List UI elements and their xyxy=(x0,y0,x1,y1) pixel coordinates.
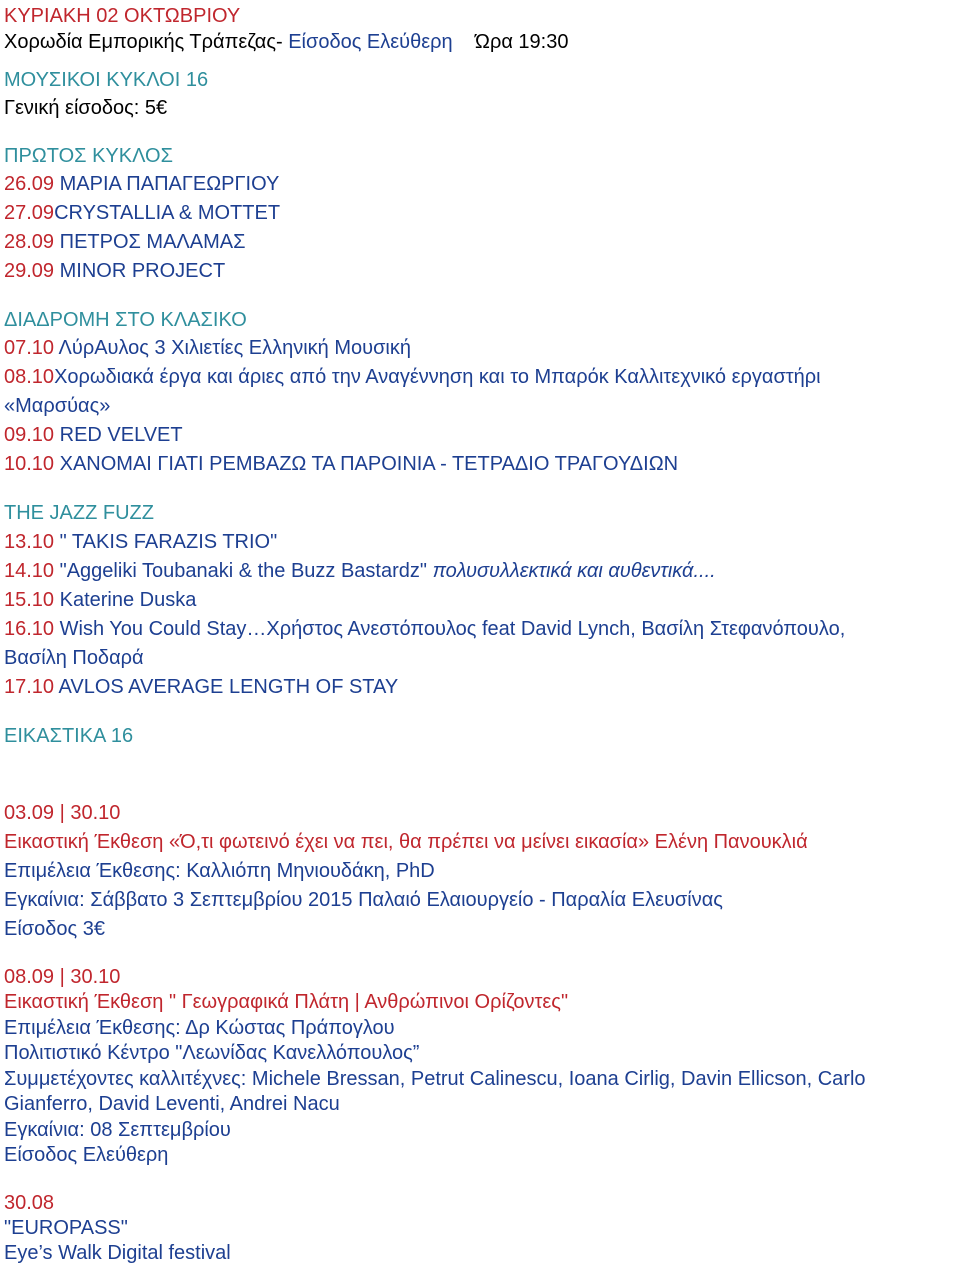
exhibition-line: Εγκαίνια: 08 Σεπτεμβρίου xyxy=(4,1119,231,1141)
classic-title: ΔΙΑΔΡΟΜΗ ΣΤΟ ΚΛΑΣΙΚΟ xyxy=(4,309,247,331)
item-date: 08.10 xyxy=(4,366,55,388)
music-title: ΜΟΥΣΙΚΟΙ ΚΥΚΛΟΙ 16 xyxy=(4,69,209,91)
exhibition-line: Gianferro, David Leventi, Andrei Nacu xyxy=(4,1093,340,1115)
item-text: Χορωδιακά έργα και άριες από την Αναγέννηση και το Μπαρόκ Καλλιτεχνικό εργαστήρι xyxy=(54,366,821,388)
item-italic: πολυσυλλεκτικά και αυθεντικά.... xyxy=(432,560,716,582)
list-item xyxy=(4,336,411,360)
list-item xyxy=(4,588,196,612)
item-text: Katerine Duska xyxy=(54,589,197,611)
item-date: 29.09 xyxy=(4,260,55,282)
item-date: 26.09 xyxy=(4,173,55,195)
choir-time: Ώρα 19:30 xyxy=(474,31,569,53)
item-text: MINOR PROJECT xyxy=(54,260,226,282)
list-item xyxy=(4,617,845,641)
item-text: "Aggeliki Toubanaki & the Buzz Bastardz" xyxy=(54,560,433,582)
music-general-entry: Γενική είσοδος: 5€ xyxy=(4,97,168,119)
list-item xyxy=(4,201,280,225)
jazz-title: THE JAZZ FUZZ xyxy=(4,502,154,524)
item-date: 14.10 xyxy=(4,560,55,582)
list-item xyxy=(4,172,279,196)
exhibition-title: Εικαστική Έκθεση " Γεωγραφικά Πλάτη | Ανθρώπινοι Ορίζοντες" xyxy=(4,991,569,1013)
item-text: ΛύρΑυλος 3 Χιλιετίες Ελληνική Μουσική xyxy=(54,337,411,359)
last-line: Eye’s Walk Digital festival xyxy=(4,1242,231,1264)
list-item xyxy=(4,559,716,583)
exhibition-title xyxy=(4,830,808,854)
exhibition-artist: Ελένη Πανουκλιά xyxy=(649,831,808,853)
item-date: 10.10 xyxy=(4,453,55,475)
arts-title: ΕΙΚΑΣΤΙΚΑ 16 xyxy=(4,725,134,747)
choir-entry: Είσοδος Ελεύθερη xyxy=(288,31,453,53)
exhibition-title-main: Εικαστική Έκθεση «Ό,τι φωτεινό έχει να πει, θα πρέπει να μείνει εικασία» xyxy=(4,831,650,853)
list-item xyxy=(4,230,246,254)
choir-line xyxy=(4,30,568,54)
list-item xyxy=(4,365,821,389)
exhibition-line: Επιμέλεια Έκθεσης: Καλλιόπη Μηνιουδάκη, PhD xyxy=(4,860,435,882)
item-text: ΠΕΤΡΟΣ ΜΑΛΑΜΑΣ xyxy=(54,231,246,253)
list-item xyxy=(4,675,398,699)
item-text: ΜΑΡΙΑ ΠΑΠΑΓΕΩΡΓΙΟΥ xyxy=(54,173,280,195)
exhibition-line: Συμμετέχοντες καλλιτέχνες: Michele Bressan, Petrut Calinescu, Ioana Cirlig, Davin Ellicson, Carlo xyxy=(4,1068,866,1090)
exhibition-dates: 08.09 | 30.10 xyxy=(4,966,121,988)
item-text: Wish You Could Stay…Χρήστος Ανεστόπουλος feat David Lynch, Βασίλη Στεφανόπουλο, xyxy=(54,618,846,640)
exhibition-entry: Είσοδος 3€ xyxy=(4,918,105,940)
item-date: 17.10 xyxy=(4,676,55,698)
list-item xyxy=(4,530,277,554)
item-date: 16.10 xyxy=(4,618,55,640)
list-item xyxy=(4,423,183,447)
exhibition-entry: Είσοδος Ελεύθερη xyxy=(4,1144,169,1166)
item-date: 27.09 xyxy=(4,202,55,224)
last-date: 30.08 xyxy=(4,1192,55,1214)
item-continuation: «Μαρσύας» xyxy=(4,395,111,417)
exhibition-line: Εγκαίνια: Σάββατο 3 Σεπτεμβρίου 2015 Παλαιό Ελαιουργείο - Παραλία Ελευσίνας xyxy=(4,889,723,911)
exhibition-line: Πολιτιστικό Κέντρο "Λεωνίδας Κανελλόπουλος” xyxy=(4,1042,420,1064)
item-continuation: Βασίλη Ποδαρά xyxy=(4,647,144,669)
choir-heading: ΚΥΡΙΑΚΗ 02 ΟΚΤΩΒΡΙΟΥ xyxy=(4,5,241,27)
item-text: AVLOS AVERAGE LENGTH OF STAY xyxy=(54,676,399,698)
item-date: 07.10 xyxy=(4,337,55,359)
choir-prefix: Χορωδία Εμπορικής Τράπεζας- xyxy=(4,31,283,53)
item-date: 13.10 xyxy=(4,531,55,553)
item-text: ΧΑΝΟΜΑΙ ΓΙΑΤΙ ΡΕΜΒΑΖΩ ΤΑ ΠΑΡΟΙΝΙΑ - ΤΕΤΡΑΔΙΟ ΤΡΑΓΟΥΔΙΩΝ xyxy=(54,453,679,475)
item-text: RED VELVET xyxy=(54,424,183,446)
item-date: 09.10 xyxy=(4,424,55,446)
item-text: " TAKIS FARAZIS TRIO" xyxy=(54,531,278,553)
item-date: 15.10 xyxy=(4,589,55,611)
item-text: CRYSTALLIA & MOTTET xyxy=(54,202,281,224)
first-cycle-title: ΠΡΩΤΟΣ ΚΥΚΛΟΣ xyxy=(4,145,173,167)
exhibition-dates: 03.09 | 30.10 xyxy=(4,802,121,824)
item-date: 28.09 xyxy=(4,231,55,253)
exhibition-line: Επιμέλεια Έκθεσης: Δρ Κώστας Πράπογλου xyxy=(4,1017,395,1039)
list-item xyxy=(4,259,225,283)
list-item xyxy=(4,452,678,476)
last-line: "EUROPASS" xyxy=(4,1217,128,1239)
